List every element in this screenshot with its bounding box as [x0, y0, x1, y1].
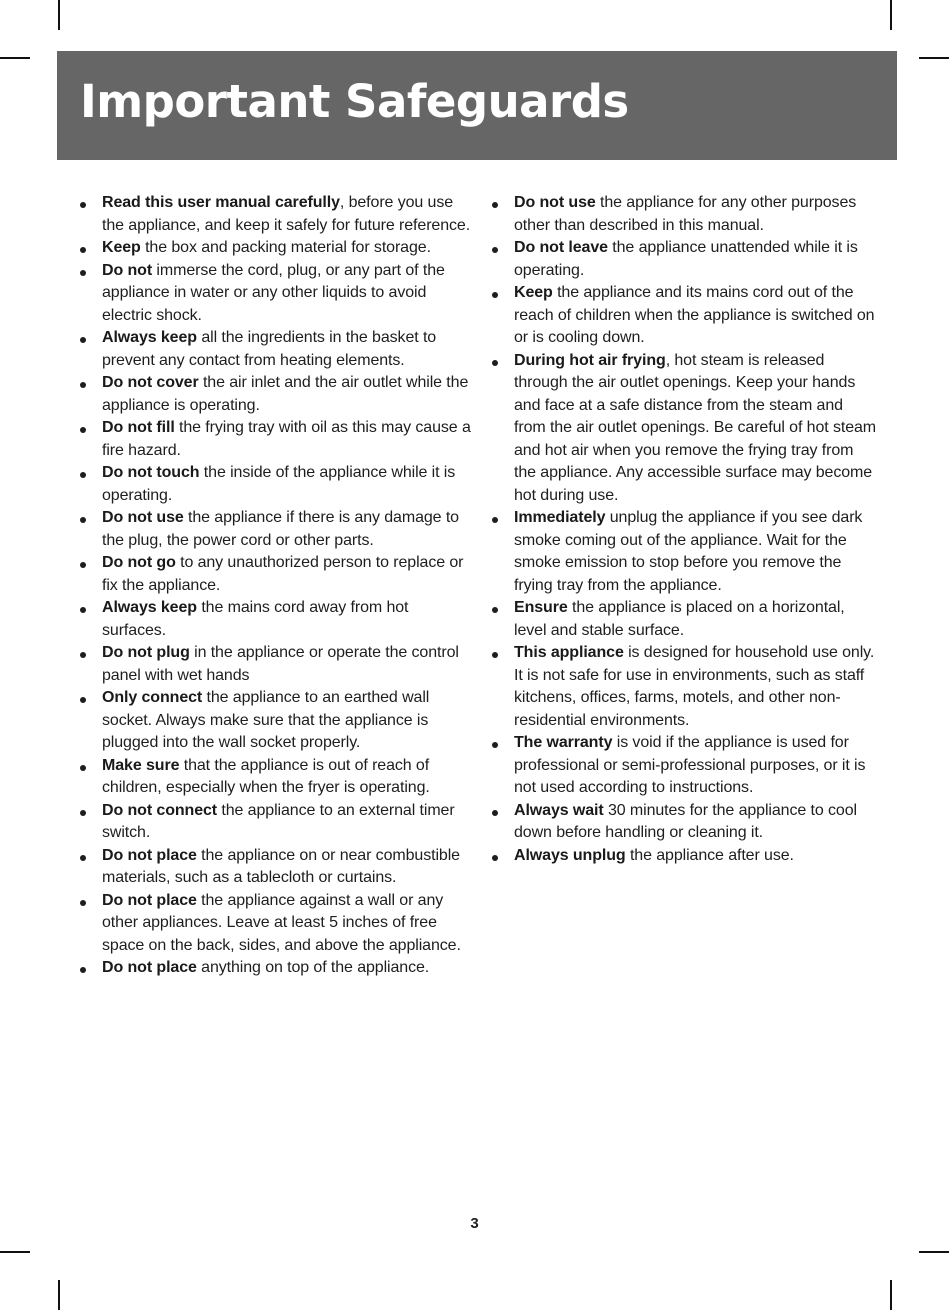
safeguard-keyword: Do not place: [102, 891, 197, 909]
safeguard-text: the appliance against a wall or any other appliances. Leave at least 5 inches of free space on the back, sides, and above the appliance.: [102, 891, 461, 954]
safeguard-item: [80, 845, 472, 890]
safeguard-item: [492, 350, 877, 508]
safeguard-text: the air inlet and the air outlet while the appliance is operating.: [102, 374, 469, 414]
safeguard-item: [80, 372, 472, 417]
safeguard-item: [80, 327, 472, 372]
safeguard-item: [80, 687, 472, 755]
safeguard-keyword: Do not place: [102, 959, 197, 976]
safeguard-keyword: Make sure: [102, 756, 180, 774]
safeguard-item: [492, 732, 877, 800]
safeguard-keyword: Do not leave: [514, 239, 608, 256]
safeguard-text: 30 minutes for the appliance to cool down before handling or cleaning it.: [514, 801, 857, 841]
safeguard-item: [80, 417, 472, 462]
safeguard-text: the appliance if there is any damage to the plug, the power cord or other parts.: [102, 509, 459, 549]
safeguard-item: [80, 755, 472, 800]
safeguard-item: [80, 800, 472, 845]
safeguard-text: in the appliance or operate the control panel with wet hands: [102, 644, 459, 684]
safeguard-keyword: Keep: [102, 239, 141, 256]
bullet-icon: [80, 247, 86, 253]
safeguard-text: is void if the appliance is used for professional or semi-professional purposes, or it is not used according to instructions.: [514, 734, 866, 796]
safeguard-item: [80, 192, 472, 237]
bullet-icon: [492, 810, 498, 816]
safeguard-keyword: During hot air frying: [514, 351, 666, 369]
bullet-icon: [80, 967, 86, 973]
safeguard-item: [492, 642, 877, 732]
bullet-icon: [80, 337, 86, 343]
safeguard-keyword: Do not touch: [102, 464, 200, 481]
bullet-icon: [492, 292, 498, 298]
safeguard-text: the inside of the appliance while it is operating.: [102, 464, 456, 504]
safeguard-keyword: Do not use: [514, 194, 596, 211]
safeguard-keyword: Do not fill: [102, 419, 175, 436]
safeguard-text: , before you use the appliance, and keep it safely for future reference.: [102, 194, 471, 234]
bullet-icon: [80, 382, 86, 388]
crop-mark: [919, 57, 949, 59]
safeguard-keyword: Do not plug: [102, 644, 190, 661]
safeguard-keyword: Only connect: [102, 689, 203, 706]
safeguard-item: [80, 462, 472, 507]
safeguard-item: [492, 192, 877, 237]
safeguard-keyword: Do not use: [102, 509, 184, 526]
safeguard-keyword: Always keep: [102, 329, 197, 346]
safeguard-text: the appliance and its mains cord out of the reach of children when the appliance is switched on or is cooling down.: [514, 284, 875, 346]
safeguard-item: [80, 642, 472, 687]
safeguard-keyword: Do not place: [102, 846, 197, 864]
crop-mark: [58, 1280, 60, 1310]
safeguard-text: is designed for household use only. It is not safe for use in environments, such as staff kitchens, offices, farms, motels, and other non-residential environments.: [514, 644, 875, 729]
crop-mark: [890, 1280, 892, 1310]
bullet-icon: [80, 855, 86, 861]
safeguard-item: [80, 237, 472, 260]
safeguard-text: anything on top of the appliance.: [196, 959, 430, 976]
safeguard-keyword: Do not: [102, 261, 153, 279]
safeguard-keyword: Immediately: [514, 509, 606, 526]
bullet-icon: [492, 652, 498, 658]
bullet-icon: [80, 202, 86, 208]
safeguard-item: [80, 507, 472, 552]
bullet-icon: [80, 652, 86, 658]
bullet-icon: [80, 517, 86, 523]
safeguard-keyword: Always keep: [102, 599, 197, 616]
crop-mark: [890, 0, 892, 30]
safeguard-item: [492, 282, 877, 350]
right-safeguard-list: [492, 192, 877, 867]
bullet-icon: [80, 765, 86, 771]
safeguard-text: the appliance for any other purposes other than described in this manual.: [514, 194, 857, 234]
safeguard-item: [492, 845, 877, 868]
safeguard-item: [492, 507, 877, 597]
safeguard-item: [80, 260, 472, 328]
safeguard-keyword: Read this user manual carefully: [102, 194, 340, 211]
bullet-icon: [492, 202, 498, 208]
bullet-icon: [80, 562, 86, 568]
safeguard-keyword: This appliance: [514, 644, 624, 661]
safeguard-text: the appliance to an earthed wall socket. Always make sure that the appliance is plugged into the wall socket properly.: [102, 689, 430, 751]
bullet-icon: [80, 472, 86, 478]
safeguard-text: the frying tray with oil as this may cause a fire hazard.: [102, 419, 471, 459]
safeguard-text: to any unauthorized person to replace or fix the appliance.: [102, 554, 464, 594]
safeguard-keyword: Always wait: [514, 801, 604, 819]
safeguard-item: [492, 237, 877, 282]
safeguard-text: all the ingredients in the basket to prevent any contact from heating elements.: [102, 329, 437, 369]
safeguard-text: that the appliance is out of reach of children, especially when the fryer is operating.: [102, 756, 430, 796]
safeguard-item: [80, 552, 472, 597]
crop-mark: [0, 57, 30, 59]
bullet-icon: [80, 697, 86, 703]
safeguard-text: the appliance to an external timer switch.: [102, 801, 455, 841]
crop-mark: [0, 1251, 30, 1253]
crop-mark: [58, 0, 60, 30]
bullet-icon: [492, 517, 498, 523]
safeguard-text: the appliance after use.: [625, 846, 794, 864]
bullet-icon: [80, 900, 86, 906]
safeguard-text: unplug the appliance if you see dark smoke coming out of the appliance. Wait for the smoke emission to stop before you remove the frying tray from the appliance.: [514, 509, 863, 594]
safeguard-text: the appliance on or near combustible materials, such as a tablecloth or curtains.: [102, 846, 460, 886]
safeguard-text: immerse the cord, plug, or any part of the appliance in water or any other liquids to avoid electric shock.: [102, 261, 445, 324]
page-title: Important Safeguards: [80, 75, 629, 128]
safeguard-text: , hot steam is released through the air outlet openings. Keep your hands and face at a safe distance from the steam and from the air outlet openings. Be careful of hot steam and hot air when you remove the frying tray from the appliance. Any accessible surface may become hot during use.: [514, 351, 877, 504]
safeguard-text: the appliance is placed on a horizontal, level and stable surface.: [514, 599, 845, 639]
safeguard-keyword: Do not connect: [102, 801, 218, 819]
safeguard-keyword: Keep: [514, 284, 553, 301]
bullet-icon: [80, 810, 86, 816]
safeguard-item: [492, 800, 877, 845]
safeguard-item: [80, 597, 472, 642]
bullet-icon: [80, 270, 86, 276]
safeguard-text: the box and packing material for storage.: [140, 239, 431, 256]
safeguard-keyword: Always unplug: [514, 846, 626, 864]
safeguard-text: the appliance unattended while it is operating.: [514, 239, 858, 279]
safeguard-item: [492, 597, 877, 642]
bullet-icon: [80, 427, 86, 433]
safeguard-keyword: The warranty: [514, 734, 613, 751]
bullet-icon: [492, 247, 498, 253]
safeguard-item: [80, 890, 472, 958]
page-number: 3: [470, 1215, 479, 1232]
safeguard-item: [80, 957, 472, 980]
safeguard-keyword: Do not go: [102, 554, 176, 571]
bullet-icon: [492, 855, 498, 861]
left-safeguard-list: [80, 192, 472, 980]
title-banner: [57, 51, 897, 160]
safeguard-keyword: Ensure: [514, 599, 568, 616]
safeguard-text: the mains cord away from hot surfaces.: [102, 599, 409, 639]
safeguard-keyword: Do not cover: [102, 374, 199, 391]
crop-mark: [919, 1251, 949, 1253]
bullet-icon: [492, 607, 498, 613]
bullet-icon: [492, 360, 498, 366]
bullet-icon: [80, 607, 86, 613]
bullet-icon: [492, 742, 498, 748]
